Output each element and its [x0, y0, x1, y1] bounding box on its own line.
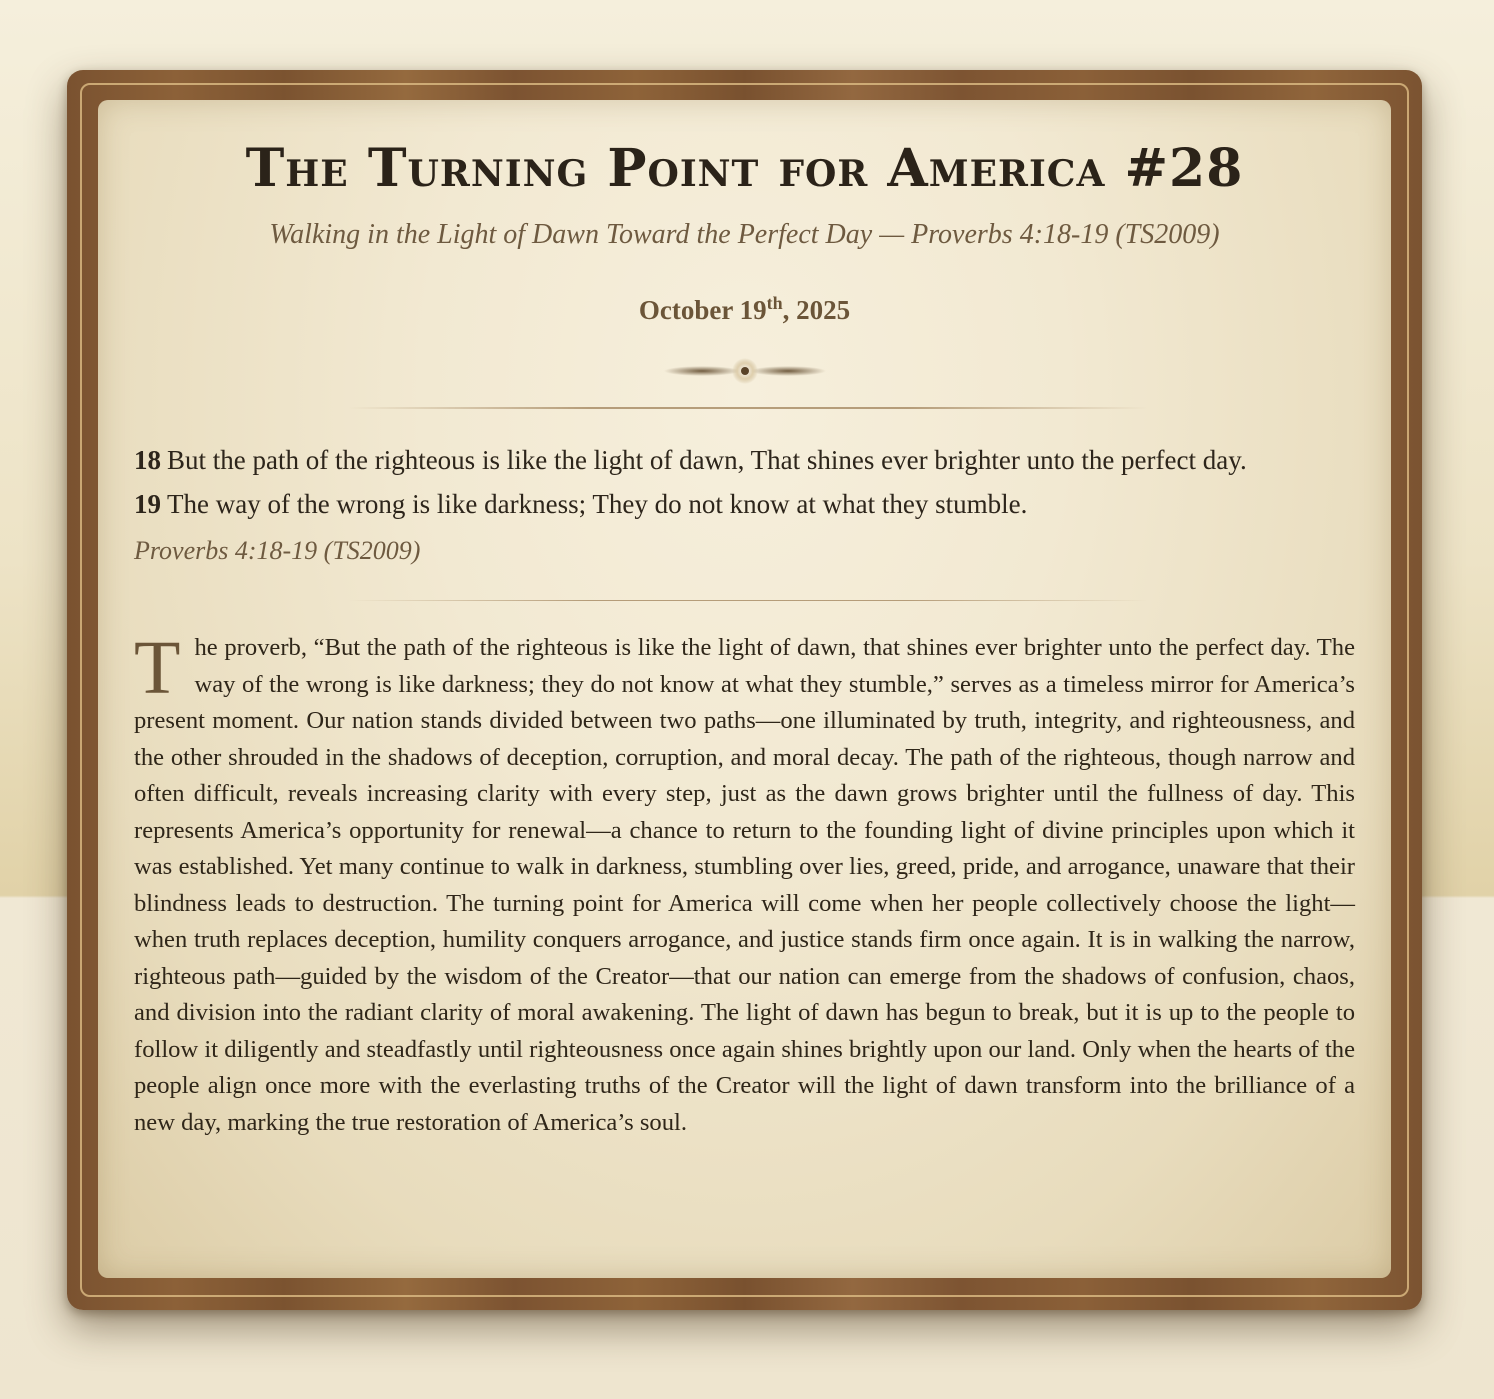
wooden-frame	[67, 70, 1422, 1310]
date-main: October 19	[638, 295, 767, 325]
article-text: he proverb, “But the path of the righteous is like the light of dawn, that shines ever brighter unto the perfect day. The way of the wrong is like darkness; they do not know at what they stumble,” serves as a timeless mirror for America’s present moment. Our nation stands divided between two paths—one illuminated by truth, integrity, and righteousness, and the other shrouded in the shadows of deception, corruption, and moral decay. The path of the righteous, though narrow and often difficult, reveals increasing clarity with every step, just as the dawn grows brighter until the fullness of day. This represents America’s opportunity for renewal—a chance to return to the founding light of divine principles upon which it was established. Yet many continue to walk in darkness, stumbling over lies, greed, pride, and arrogance, unaware that their blindness leads to destruction. The turning point for America will come when her people collectively choose the light—when truth replaces deception, humility conquers arrogance, and justice stands firm once again. It is in walking the narrow, righteous path—guided by the wisdom of the Creator—that our nation can emerge from the shadows of confusion, chaos, and division into the radiant clarity of moral awakening. The light of dawn has begun to break, but it is up to the people to follow it diligently and steadfastly until righteousness once again shines brightly upon our land. Only when the hearts of the people align once more with the everlasting truths of the Creator will the light of dawn transform into the brilliance of a new day, marking the true restoration of America’s soul.	[134, 634, 1355, 1136]
date-year: , 2025	[782, 295, 851, 325]
scripture-reference: Proverbs 4:18-19 (TS2009)	[134, 536, 421, 565]
parchment-panel	[98, 100, 1391, 1278]
verse-line	[134, 482, 1355, 526]
page-subtitle: Walking in the Light of Dawn Toward the Perfect Day — Proverbs 4:18-19 (TS2009)	[269, 219, 1220, 250]
divider-ornament-icon	[664, 358, 826, 384]
divider-rule-top	[348, 407, 1148, 409]
divider-rule-bottom	[348, 600, 1148, 601]
verse-text: But the path of the righteous is like the light of dawn, That shines ever brighter unto the perfect day.	[167, 445, 1247, 475]
page-title: The Turning Point for America #28	[245, 138, 1244, 199]
verse-number: 18	[134, 445, 161, 475]
drop-cap: T	[134, 626, 181, 710]
verse-text: The way of the wrong is like darkness; They do not know at what they stumble.	[167, 489, 1028, 519]
date-suffix: th	[766, 293, 783, 313]
publication-date	[98, 293, 1391, 326]
verse-number: 19	[134, 489, 161, 519]
scripture-verses	[134, 438, 1355, 526]
article-body	[134, 626, 1355, 1141]
verse-line	[134, 438, 1355, 482]
